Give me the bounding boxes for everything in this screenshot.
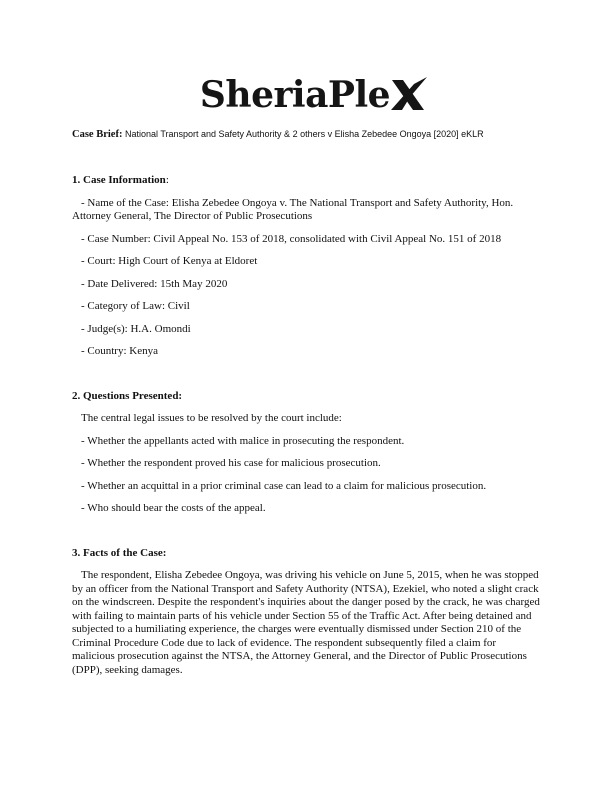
sheriaplex-logo: [0, 72, 612, 118]
facts-section: [72, 547, 540, 678]
logo-wordmark: [200, 72, 428, 118]
case-information-heading: 1. Case Information:: [72, 174, 169, 186]
date-delivered-item: - Date Delivered: 15th May 2020: [81, 277, 228, 290]
questions-presented-section: [72, 390, 540, 516]
logo-text: SheriaPle: [199, 74, 391, 116]
logo-x-mark-icon: [388, 75, 428, 115]
country-item: - Country: Kenya: [81, 345, 158, 357]
category-of-law-item: - Category of Law: Civil: [81, 300, 190, 312]
document-body: [72, 174, 540, 677]
case-number-item: - Case Number: Civil Appeal No. 153 of 2018, consolidated with Civil Appeal No. 151 of 2018: [81, 232, 502, 245]
facts-heading: 3. Facts of the Case:: [72, 546, 167, 559]
case-brief-line: [72, 127, 552, 142]
case-name-item: - Name of the Case: Elisha Zebedee Ongoya v. The National Transport and Safety Authority, Hon. Attorney General, The Director of Public Prosecutions: [72, 196, 514, 222]
court-item: - Court: High Court of Kenya at Eldoret: [81, 255, 258, 267]
question-item: - Whether the respondent proved his case for malicious prosecution.: [81, 457, 381, 469]
case-brief-title: National Transport and Safety Authority & 2 others v Elisha Zebedee Ongoya [2020] eKLR: [124, 129, 484, 139]
questions-presented-heading: 2. Questions Presented:: [72, 389, 183, 402]
facts-paragraph: The respondent, Elisha Zebedee Ongoya, was driving his vehicle on June 5, 2015, when he was stopped by an officer from the National Transport and Safety Authority (NTSA), Ezekiel, who noted a slight crack on the windscreen. Despite the respondent's inquiries about the danger posed by the crack, he was charged with failing to maintain parts of his vehicle under Section 55 of the Traffic Act. After being detained and subjected to a humiliating experience, the charges were eventually dismissed under Section 210 of the Criminal Procedure Code due to lack of evidence. The respondent subsequently filed a claim for malicious prosecution against the NTSA, the Attorney General, and the Director of Public Prosecutions (DPP), seeking damages.: [72, 569, 540, 676]
question-item: - Who should bear the costs of the appeal.: [81, 502, 266, 514]
case-brief-label: Case Brief:: [72, 129, 123, 140]
question-item: - Whether an acquittal in a prior criminal case can lead to a claim for malicious prosecution.: [81, 479, 487, 492]
judges-item: - Judge(s): H.A. Omondi: [81, 322, 191, 335]
case-information-section: [72, 174, 540, 359]
questions-intro: The central legal issues to be resolved by the court include:: [81, 412, 342, 424]
question-item: - Whether the appellants acted with malice in prosecuting the respondent.: [81, 434, 405, 447]
